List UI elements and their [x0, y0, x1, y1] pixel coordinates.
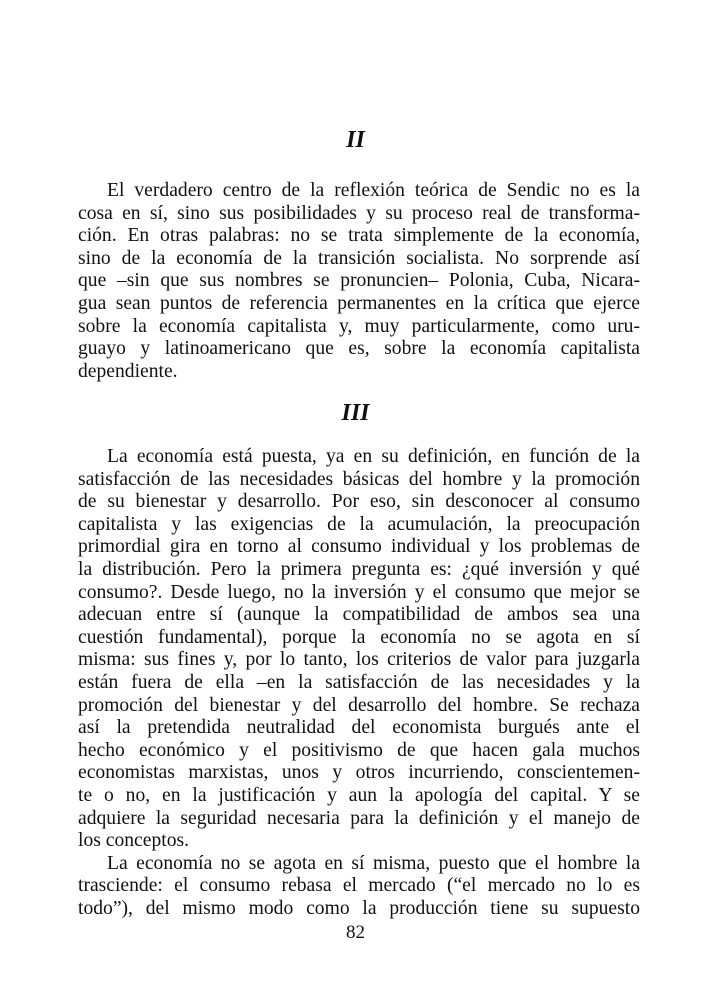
text-line: cosa en sí, sino sus posibilidades y su proceso real de transforma-	[78, 202, 640, 224]
text-line: adquiere la seguridad necesaria para la definición y el manejo de	[78, 807, 640, 829]
paragraph	[78, 446, 640, 853]
text-line: promoción del bienestar y del desarrollo del hombre. Se rechaza	[78, 694, 640, 716]
text-line: gua sean puntos de referencia permanentes en la crítica que ejerce	[78, 292, 640, 314]
page-number: 82	[346, 922, 365, 943]
text-line: adecuan entre sí (aunque la compatibilidad de ambos sea una	[78, 604, 640, 626]
text-line: están fuera de ella –en la satisfacción de las necesidades y la	[78, 671, 640, 693]
text-line: guayo y latinoamericano que es, sobre la economía capitalista	[78, 338, 640, 360]
text-line: ción. En otras palabras: no se trata simplemente de la economía,	[78, 225, 640, 247]
text-line: la distribución. Pero la primera pregunta es: ¿qué inversión y qué	[78, 558, 640, 580]
text-line: que –sin que sus nombres se pronuncien– Polonia, Cuba, Nicara-	[78, 270, 640, 292]
section-ii-text	[78, 180, 640, 383]
text-line: los conceptos.	[78, 830, 190, 852]
text-line: dependiente.	[78, 360, 178, 382]
text-line: El verdadero centro de la reflexión teórica de Sendic no es la	[107, 180, 640, 201]
text-line: La economía no se agota en sí misma, puesto que el hombre la	[107, 852, 640, 874]
paragraph	[78, 180, 640, 383]
text-line: satisfacción de las necesidades básicas del hombre y la promoción	[78, 468, 640, 490]
text-line: sobre la economía capitalista y, muy particularmente, como uru-	[78, 315, 640, 337]
text-line: te o no, en la justificación y aun la apología del capital. Y se	[78, 784, 640, 806]
text-line: trasciende: el consumo rebasa el mercado (“el mercado no lo es	[78, 875, 640, 897]
text-line: economistas marxistas, unos y otros incurriendo, conscientemen-	[78, 762, 640, 784]
section-iii-text	[78, 446, 640, 920]
text-line: sino de la economía de la transición socialista. No sorprende así	[78, 247, 640, 269]
text-line: primordial gira en torno al consumo individual y los problemas de	[78, 536, 640, 558]
text-line: todo”), del mismo modo como la producción tiene su supuesto	[78, 897, 640, 919]
text-line: cuestión fundamental), porque la economía no se agota en sí	[78, 626, 640, 648]
section-heading-iii: III	[341, 400, 370, 426]
text-line: así la pretendida neutralidad del economista burgués ante el	[78, 717, 640, 739]
section-heading-ii: II	[346, 127, 365, 153]
text-line: hecho económico y el positivismo de que hacen gala muchos	[78, 739, 640, 761]
text-line: La economía está puesta, ya en su definición, en función de la	[107, 446, 640, 467]
text-line: de su bienestar y desarrollo. Por eso, sin desconocer al consumo	[78, 491, 640, 513]
text-line: capitalista y las exigencias de la acumulación, la preocupación	[78, 513, 640, 535]
text-line: misma: sus fines y, por lo tanto, los criterios de valor para juzgarla	[78, 649, 640, 671]
paragraph	[78, 853, 640, 921]
text-line: consumo?. Desde luego, no la inversión y el consumo que mejor se	[78, 581, 640, 603]
